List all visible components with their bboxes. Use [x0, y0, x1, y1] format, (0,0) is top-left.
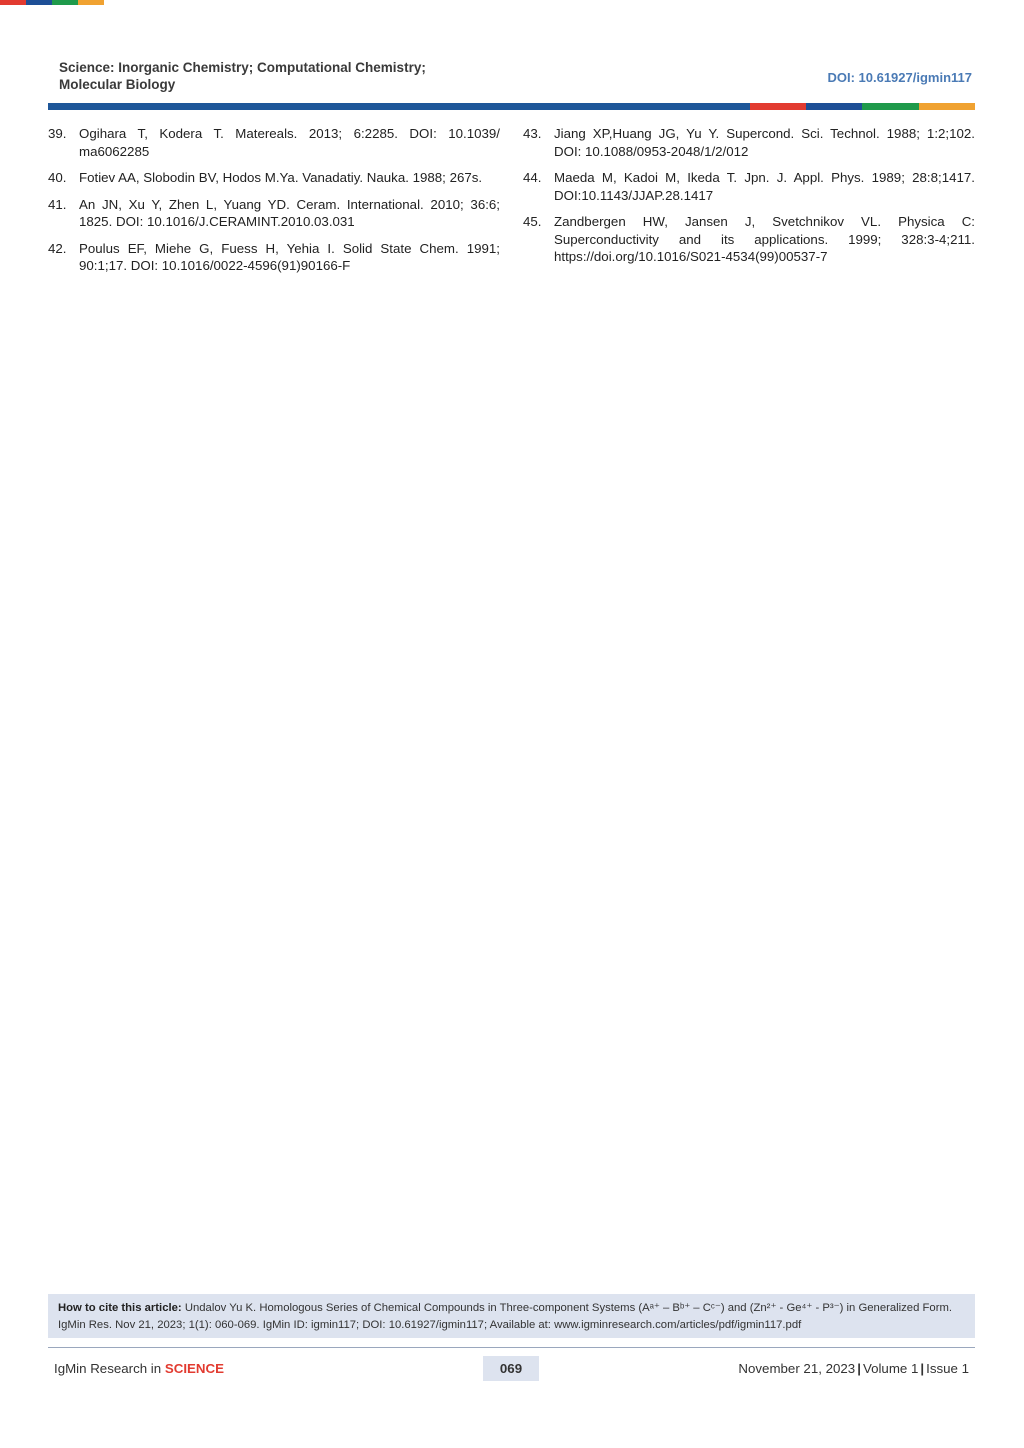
reference-text: Ogihara T, Kodera T. Matereals. 2013; 6:2285. DOI: 10.1039/ ma6062285	[79, 126, 500, 159]
bar-orange	[919, 103, 975, 110]
bar-red	[750, 103, 806, 110]
reference-number: 39.	[48, 126, 67, 141]
reference-text: An JN, Xu Y, Zhen L, Yuang YD. Ceram. International. 2010; 36:6; 1825. DOI: 10.1016/J.CERAMINT.2010.03.031	[79, 196, 500, 229]
reference-item	[48, 125, 500, 160]
footer-date: November 21, 2023	[738, 1361, 856, 1376]
reference-text: Jiang XP,Huang JG, Yu Y. Supercond. Sci. Technol. 1988; 1:2;102. DOI: 10.1088/0953-2048/1/2/012	[554, 126, 975, 159]
bar-blue	[806, 103, 862, 110]
footer-separator: |	[920, 1361, 925, 1376]
journal-section-title: Science: Inorganic Chemistry; Computational Chemistry; Molecular Biology	[59, 60, 426, 92]
references-right-column	[523, 125, 975, 275]
strip-blue	[26, 0, 52, 5]
reference-item	[523, 213, 975, 266]
strip-orange	[78, 0, 104, 5]
strip-red	[0, 0, 26, 5]
footer-separator: |	[857, 1361, 861, 1376]
bar-main	[48, 103, 750, 110]
reference-item	[523, 169, 975, 204]
reference-item	[48, 240, 500, 275]
reference-number: 41.	[48, 196, 67, 212]
footer-volume: Volume 1	[862, 1361, 919, 1376]
reference-number: 44.	[523, 170, 542, 185]
strip-green	[52, 0, 78, 5]
reference-number: 43.	[523, 126, 542, 141]
citation-label: How to cite this article:	[58, 1302, 182, 1314]
reference-text: Zandbergen HW, Jansen J, Svetchnikov VL. Physica C: Superconductivity and its applications. 1999; 328:3-4;211. https://doi.org/10.1016/S021-4534(99)00537-7	[554, 214, 975, 264]
citation-box	[48, 1294, 975, 1338]
footer-issue-info	[738, 1361, 969, 1376]
reference-item	[48, 196, 500, 231]
footer-issue: Issue 1	[926, 1361, 969, 1376]
footer-journal-field: SCIENCE	[164, 1361, 224, 1376]
references-left-column	[48, 125, 500, 284]
reference-text: Poulus EF, Miehe G, Fuess H, Yehia I. Solid State Chem. 1991; 90:1;17. DOI: 10.1016/0022-4596(91)90166-F	[79, 240, 500, 273]
footer-journal	[54, 1361, 224, 1376]
footer-divider	[48, 1347, 975, 1348]
top-color-strip	[0, 0, 104, 5]
reference-item	[48, 169, 500, 187]
page-number: 069	[483, 1356, 539, 1381]
bar-green	[862, 103, 919, 110]
reference-number: 42.	[48, 240, 67, 256]
citation-text: Undalov Yu K. Homologous Series of Chemical Compounds in Three-component Systems (Aᵃ⁺ – Bᵇ⁺ – Cᶜ⁻) and (Zn²⁺ - Ge⁴⁺ - P³⁻) in Generalized Form. IgMin Res. Nov 21, 2023; 1(1): 060-069. IgMin ID: igmin117; DOI: 10.61927/igmin117; Available at: www.igminresearch.com/articles/pdf/igmin117.pdf	[58, 1302, 953, 1331]
reference-item	[523, 125, 975, 160]
reference-text: Maeda M, Kadoi M, Ikeda T. Jpn. J. Appl. Phys. 1989; 28:8;1417. DOI:10.1143/JJAP.28.1417	[554, 170, 975, 203]
footer-journal-prefix: IgMin Research in	[54, 1361, 162, 1376]
reference-number: 40.	[48, 170, 67, 185]
header-color-bar	[48, 103, 975, 110]
page-header	[59, 59, 972, 99]
reference-number: 45.	[523, 214, 542, 229]
reference-text: Fotiev AA, Slobodin BV, Hodos M.Ya. Vanadatiy. Nauka. 1988; 267s.	[79, 170, 483, 185]
article-doi[interactable]: DOI: 10.61927/igmin117	[827, 70, 972, 85]
